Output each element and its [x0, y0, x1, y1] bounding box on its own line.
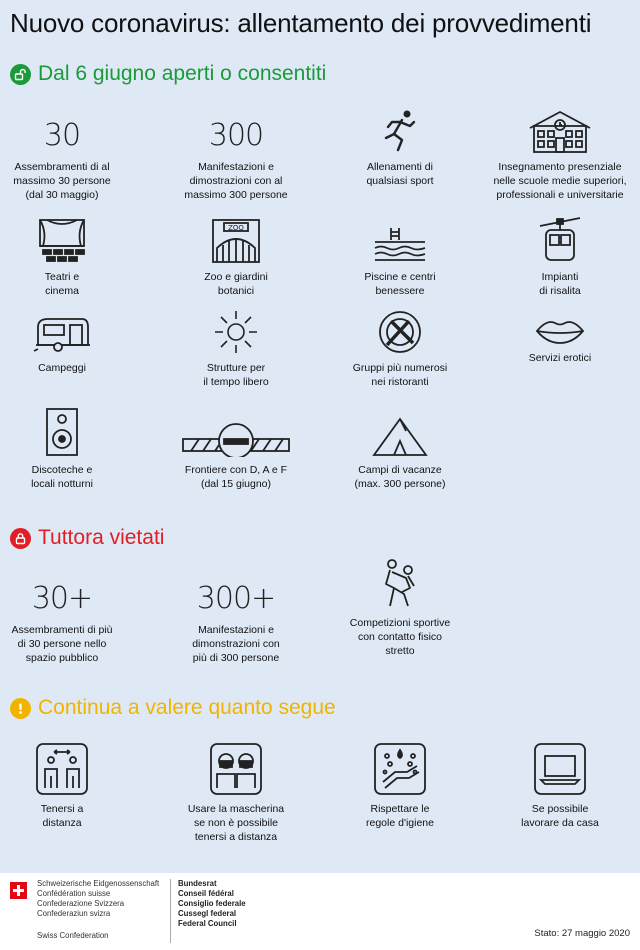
item-label: Rispettare le regole d'igiene	[366, 803, 434, 829]
open-item-zoos	[161, 212, 311, 298]
open-item-campsites	[0, 303, 137, 375]
section-still-heading	[10, 696, 336, 720]
caravan-icon	[32, 315, 92, 355]
speaker-icon	[44, 407, 80, 457]
unlock-icon	[10, 64, 31, 85]
item-label: Allenamenti di qualsiasi sport	[366, 161, 434, 187]
item-label: Campeggi	[38, 362, 86, 374]
open-item-sports-training	[325, 102, 475, 188]
item-label: Se possibile lavorare da casa	[521, 803, 599, 829]
confederation-names	[37, 879, 159, 919]
swiss-flag-icon	[10, 882, 27, 899]
confederation-english: Swiss Confederation	[37, 931, 109, 940]
runner-icon	[380, 108, 420, 154]
open-item-borders	[161, 405, 311, 491]
still-item-home-office	[485, 740, 635, 830]
open-item-leisure	[161, 303, 311, 389]
section-open-title: Dal 6 giugno aperti o consentiti	[38, 62, 327, 85]
section-open-heading	[10, 62, 326, 86]
item-label: Frontiere con D, A e F (dal 15 giugno)	[184, 464, 288, 490]
lips-icon	[535, 317, 585, 345]
item-label: Tenersi a distanza	[40, 803, 84, 829]
open-item-restaurants	[325, 303, 475, 389]
sun-icon	[213, 309, 259, 355]
open-item-discos	[0, 405, 137, 491]
still-item-hygiene	[325, 740, 475, 830]
page-title: Nuovo coronavirus: allentamento dei provvedimenti	[10, 8, 592, 38]
status-date: Stato: 27 maggio 2020	[534, 928, 630, 939]
item-label: Teatri e cinema	[44, 271, 80, 297]
federal-council-names	[178, 879, 246, 929]
laptop-icon	[533, 742, 587, 796]
confederation-line: Confederaziun svizra	[37, 909, 111, 918]
banned-item-events-300plus	[161, 565, 311, 665]
open-item-theatres	[0, 212, 137, 298]
number-30-icon: 30	[43, 118, 81, 153]
section-banned-heading	[10, 526, 164, 550]
footer	[0, 873, 640, 950]
item-label: Campi di vacanze (max. 300 persone)	[354, 464, 446, 490]
number-300-plus-icon: 300+	[196, 581, 276, 616]
confederation-line: Confederazione Svizzera	[37, 899, 125, 908]
handwash-icon	[373, 742, 427, 796]
tent-icon	[372, 413, 428, 457]
svg-text:ZOO: ZOO	[228, 224, 244, 232]
item-label: Insegnamento presenziale nelle scuole medie superiori, professionali e universitarie	[493, 161, 627, 201]
open-item-holiday-camps	[325, 405, 475, 491]
confederation-line: Confédération suisse	[37, 889, 111, 898]
item-label: Manifestazioni e dimostrazioni con al massimo 300 persone	[184, 161, 288, 201]
still-item-mask	[161, 740, 311, 844]
open-item-schools	[485, 102, 635, 202]
council-line: Conseil fédéral	[178, 889, 234, 898]
item-label: Assembramenti di al massimo 30 persone (dal 30 maggio)	[13, 161, 111, 201]
wrestling-icon	[380, 558, 420, 610]
item-label: Competizioni sportive con contatto fisico stretto	[349, 617, 451, 657]
mask-icon	[209, 742, 263, 796]
plate-cutlery-icon	[377, 309, 423, 355]
number-300-icon: 300	[208, 118, 264, 153]
theater-stage-icon	[37, 218, 87, 264]
swimming-pool-icon	[373, 224, 427, 264]
council-line: Consiglio federale	[178, 899, 246, 908]
banned-item-contact-sports	[325, 558, 475, 658]
border-barrier-icon	[181, 417, 291, 457]
item-label: Zoo e giardini botanici	[204, 271, 268, 297]
section-banned-title: Tuttora vietati	[38, 526, 165, 549]
open-item-pools	[325, 212, 475, 298]
item-label: Usare la mascherina se non è possibile tenersi a distanza	[187, 803, 285, 843]
council-line: Federal Council	[178, 919, 237, 928]
exclamation-icon	[10, 698, 31, 719]
item-label: Discoteche e locali notturni	[31, 464, 93, 490]
still-item-distance	[0, 740, 137, 830]
lock-icon	[10, 528, 31, 549]
item-label: Gruppi più numerosi nei ristoranti	[352, 362, 448, 388]
cable-car-icon	[538, 216, 582, 264]
footer-divider	[170, 879, 171, 943]
open-item-gatherings-30	[0, 102, 137, 202]
banned-item-gatherings-30plus	[0, 565, 137, 665]
item-label: Impianti di risalita	[539, 271, 581, 297]
distance-icon	[35, 742, 89, 796]
section-still-title: Continua a valere quanto segue	[38, 696, 336, 719]
item-label: Manifestazioni e dimonstrazioni con più di 300 persone	[192, 624, 280, 664]
council-line: Cussegl federal	[178, 909, 237, 918]
number-30-plus-icon: 30+	[31, 581, 93, 616]
item-label: Assembramenti di più di 30 persone nello spazio pubblico	[11, 624, 113, 664]
zoo-gate-icon	[211, 218, 261, 264]
open-item-erotic-services	[485, 303, 635, 365]
council-line: Bundesrat	[178, 879, 217, 888]
open-item-events-300	[161, 102, 311, 202]
item-label: Servizi erotici	[528, 352, 592, 364]
open-item-ski-lifts	[485, 212, 635, 298]
item-label: Piscine e centri benessere	[364, 271, 436, 297]
school-building-icon	[528, 108, 592, 154]
item-label: Strutture per il tempo libero	[203, 362, 269, 388]
confederation-line: Schweizerische Eidgenossenschaft	[37, 879, 160, 888]
